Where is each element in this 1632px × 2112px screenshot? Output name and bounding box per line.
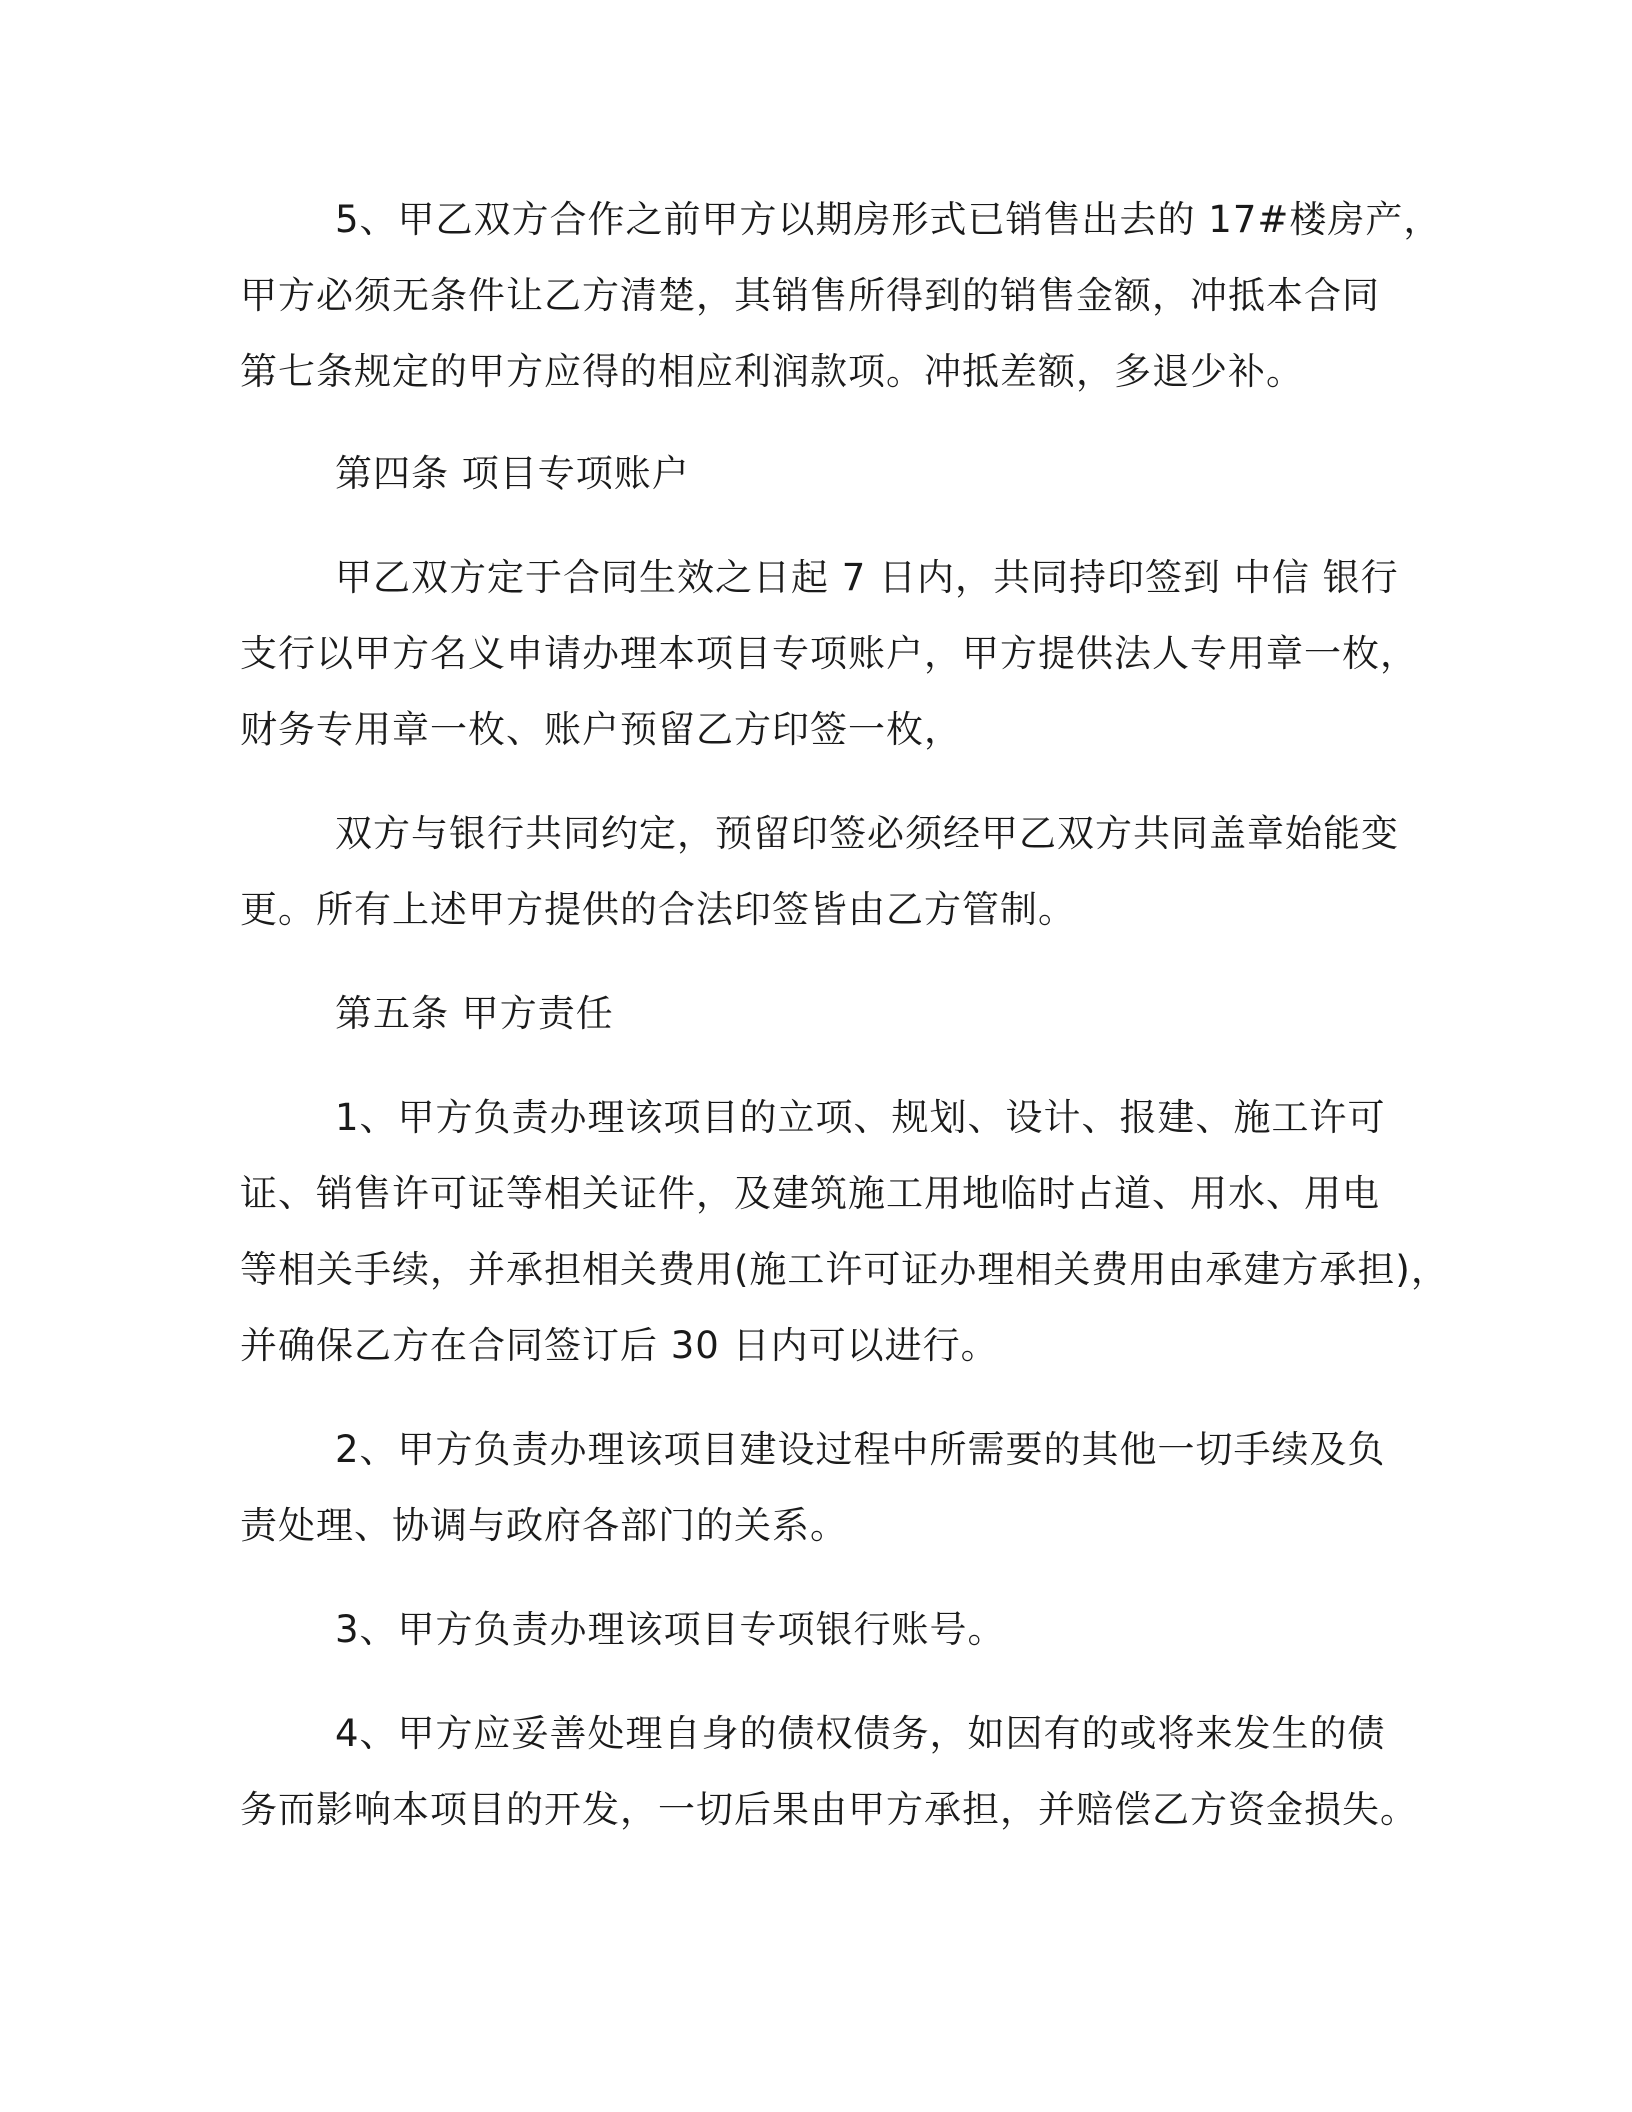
article-5-item-1-line-1: 1、甲方负责办理该项目的立项、规划、设计、报建、施工许可 — [335, 1096, 1386, 1139]
article-4-para-2-line-2: 更。所有上述甲方提供的合法印签皆由乙方管制。 — [240, 888, 1076, 931]
article-4-heading: 第四条 项目专项账户 — [335, 452, 690, 495]
article-4-para-1-line-2: 支行以甲方名义申请办理本项目专项账户，甲方提供法人专用章一枚， — [240, 632, 1418, 675]
article-5-item-1-line-3: 等相关手续，并承担相关费用(施工许可证办理相关费用由承建方承担)， — [240, 1248, 1449, 1291]
article-5-item-1-line-4: 并确保乙方在合同签订后 30 日内可以进行。 — [240, 1324, 999, 1367]
article-5-item-4-line-1: 4、甲方应妥善处理自身的债权债务，如因有的或将来发生的债 — [335, 1712, 1386, 1755]
article-5-item-2-line-1: 2、甲方负责办理该项目建设过程中所需要的其他一切手续及负 — [335, 1428, 1386, 1471]
article-5-item-3-line-1: 3、甲方负责办理该项目专项银行账号。 — [335, 1608, 1006, 1651]
para-5-line-3: 第七条规定的甲方应得的相应利润款项。冲抵差额，多退少补。 — [240, 350, 1304, 393]
para-5-line-1: 5、甲乙双方合作之前甲方以期房形式已销售出去的 17#楼房产， — [335, 198, 1442, 241]
article-4-para-1-line-3: 财务专用章一枚、账户预留乙方印签一枚， — [240, 708, 962, 751]
article-5-heading: 第五条 甲方责任 — [335, 992, 614, 1035]
article-5-item-4-line-2: 务而影响本项目的开发，一切后果由甲方承担，并赔偿乙方资金损失。 — [240, 1788, 1418, 1831]
article-5-item-2-line-2: 责处理、协调与政府各部门的关系。 — [240, 1504, 848, 1547]
article-5-item-1-line-2: 证、销售许可证等相关证件，及建筑施工用地临时占道、用水、用电 — [240, 1172, 1380, 1215]
para-5-line-2: 甲方必须无条件让乙方清楚，其销售所得到的销售金额，冲抵本合同 — [240, 274, 1380, 317]
article-4-para-1-line-1: 甲乙双方定于合同生效之日起 7 日内，共同持印签到 中信 银行 — [335, 556, 1399, 599]
article-4-para-2-line-1: 双方与银行共同约定，预留印签必须经甲乙双方共同盖章始能变 — [335, 812, 1399, 855]
